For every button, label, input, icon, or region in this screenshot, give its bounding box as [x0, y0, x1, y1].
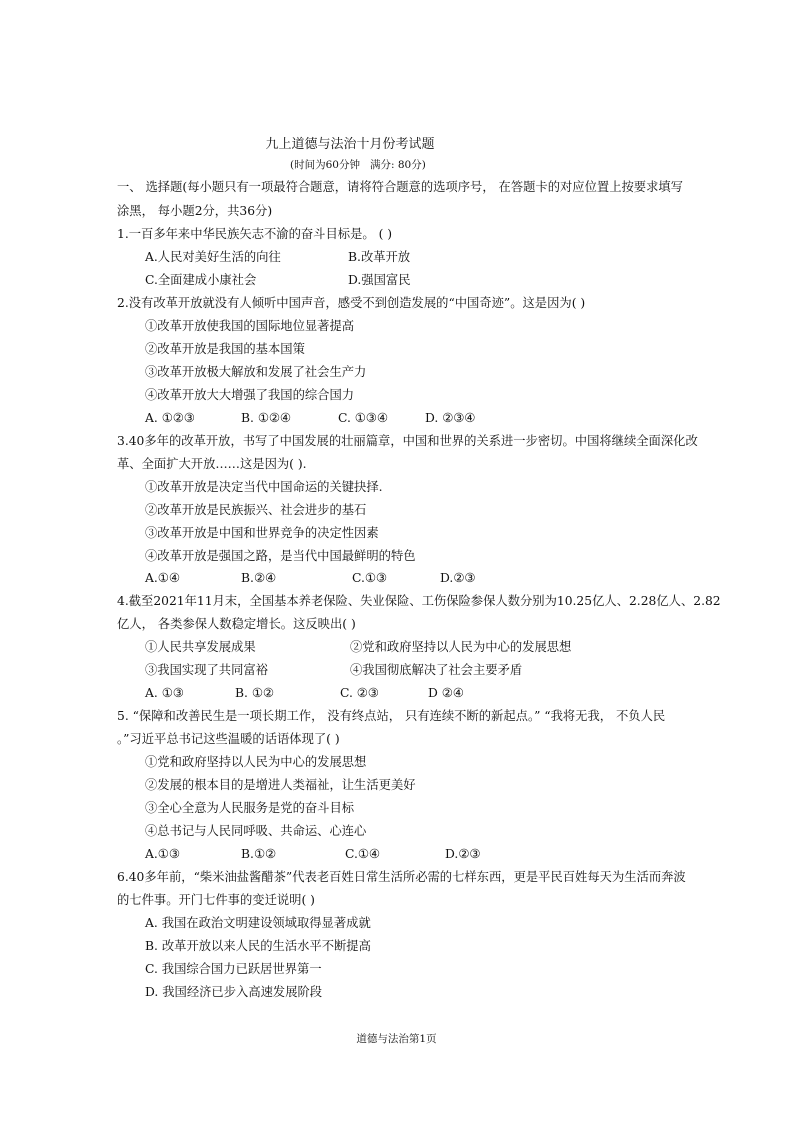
- question-3-option-a: A.①④: [145, 571, 180, 585]
- question-5-item-3: ③全心全意为人民服务是党的奋斗目标: [145, 801, 355, 815]
- exam-title-text: 九上道德与法治十月份考试题: [265, 137, 435, 152]
- question-3-item-2: ②改革开放是民族振兴、社会进步的基石: [145, 503, 367, 517]
- question-3-item-4: ④改革开放是强国之路，是当代中国最鲜明的特色: [145, 549, 416, 563]
- question-1-option-b: B.改革开放: [348, 250, 411, 264]
- page-footer: 道德与法治第1页: [356, 1033, 437, 1045]
- question-5-stem-line1: 5. “保障和改善民生是一项长期工作， 没有终点站， 只有连续不断的新起点。” “我将无我， 不负人民: [117, 709, 666, 723]
- question-6-stem-line2: 的七件事。开门七件事的变迁说明( ): [117, 893, 315, 907]
- question-6-option-b: B. 改革开放以来人民的生活水平不断提高: [145, 939, 371, 953]
- question-6-option-d: D. 我国经济已步入高速发展阶段: [145, 985, 323, 999]
- question-4-stem-line2: 亿人， 各类参保人数稳定增长。这反映出( ): [117, 617, 356, 631]
- question-5-item-2: ②发展的根本目的是增进人类福祉，让生活更美好: [145, 778, 416, 792]
- section-instruction-line1: 一、 选择题(每小题只有一项最符合题意，请将符合题意的选项序号， 在答题卡的对应位置上按要求填写: [117, 180, 683, 194]
- question-4-option-c: C. ②③: [340, 686, 379, 700]
- question-4-option-b: B. ①②: [235, 686, 274, 700]
- question-6-option-c: C. 我国综合国力已跃居世界第一: [145, 962, 322, 976]
- question-4-option-d: D ②④: [428, 686, 464, 700]
- question-6-stem-line1: 6.40多年前，“柴米油盐酱醋茶”代表老百姓日常生活所必需的七样东西，更是平民百姓每天为生活而奔波: [117, 870, 686, 884]
- question-1-option-a: A.人民对美好生活的向往: [145, 250, 281, 264]
- question-4-item-1: ①人民共享发展成果: [145, 640, 256, 654]
- exam-subtitle: (时间为60分钟 满分: 80分): [290, 159, 426, 171]
- question-4-option-a: A. ①③: [145, 686, 184, 700]
- question-5-option-c: C.①④: [345, 847, 380, 861]
- question-2-option-c: C. ①③④: [338, 411, 388, 425]
- question-3-option-d: D.②③: [440, 571, 476, 585]
- question-4-item-4: ④我国彻底解决了社会主要矛盾: [350, 663, 523, 677]
- question-5-option-a: A.①③: [145, 847, 180, 861]
- question-2-item-4: ④改革开放大大增强了我国的综合国力: [145, 388, 355, 402]
- question-3-stem-line1: 3.40多年的改革开放，书写了中国发展的壮丽篇章，中国和世界的关系进一步密切。中国将继续全面深化改: [117, 434, 698, 448]
- question-1-stem: 1.一百多年来中华民族矢志不渝的奋斗目标是。 ( ): [117, 227, 393, 241]
- question-3-item-1: ①改革开放是决定当代中国命运的关键抉择.: [145, 480, 383, 494]
- question-1-option-d: D.强国富民: [348, 273, 411, 287]
- question-3-option-c: C.①③: [352, 571, 387, 585]
- question-2-item-3: ③改革开放极大解放和发展了社会生产力: [145, 365, 367, 379]
- question-2-item-2: ②改革开放是我国的基本国策: [145, 342, 305, 356]
- question-3-item-3: ③改革开放是中国和世界竞争的决定性因素: [145, 526, 379, 540]
- question-3-stem-line2: 革、全面扩大开放……这是因为( ).: [117, 457, 307, 471]
- question-2-option-b: B. ①②④: [241, 411, 291, 425]
- exam-title: [0, 133, 700, 152]
- question-1-option-c: C.全面建成小康社会: [145, 273, 257, 287]
- question-3-option-b: B.②④: [241, 571, 276, 585]
- question-2-item-1: ①改革开放使我国的国际地位显著提高: [145, 319, 355, 333]
- question-6-option-a: A. 我国在政治文明建设领域取得显著成就: [145, 916, 371, 930]
- question-4-stem-line1: 4.截至2021年11月末，全国基本养老保险、失业保险、工伤保险参保人数分别为10.25亿人、2.28亿人、2.82: [117, 594, 721, 608]
- question-5-option-b: B.①②: [241, 847, 276, 861]
- question-5-item-4: ④总书记与人民同呼吸、共命运、心连心: [145, 824, 367, 838]
- question-5-option-d: D.②③: [445, 847, 481, 861]
- question-5-item-1: ①党和政府坚持以人民为中心的发展思想: [145, 755, 367, 769]
- question-4-item-2: ②党和政府坚持以人民为中心的发展思想: [350, 640, 572, 654]
- question-5-stem-line2: 。”习近平总书记这些温暖的话语体现了( ): [117, 732, 340, 746]
- question-4-item-3: ③我国实现了共同富裕: [145, 663, 268, 677]
- question-2-option-d: D. ②③④: [425, 411, 476, 425]
- section-instruction-line2: 涂黑， 每小题2分，共36分): [117, 204, 273, 218]
- question-2-stem: 2.没有改革开放就没有人倾听中国声音，感受不到创造发展的“中国奇迹”。这是因为( ): [117, 296, 586, 310]
- question-2-option-a: A. ①②③: [145, 411, 195, 425]
